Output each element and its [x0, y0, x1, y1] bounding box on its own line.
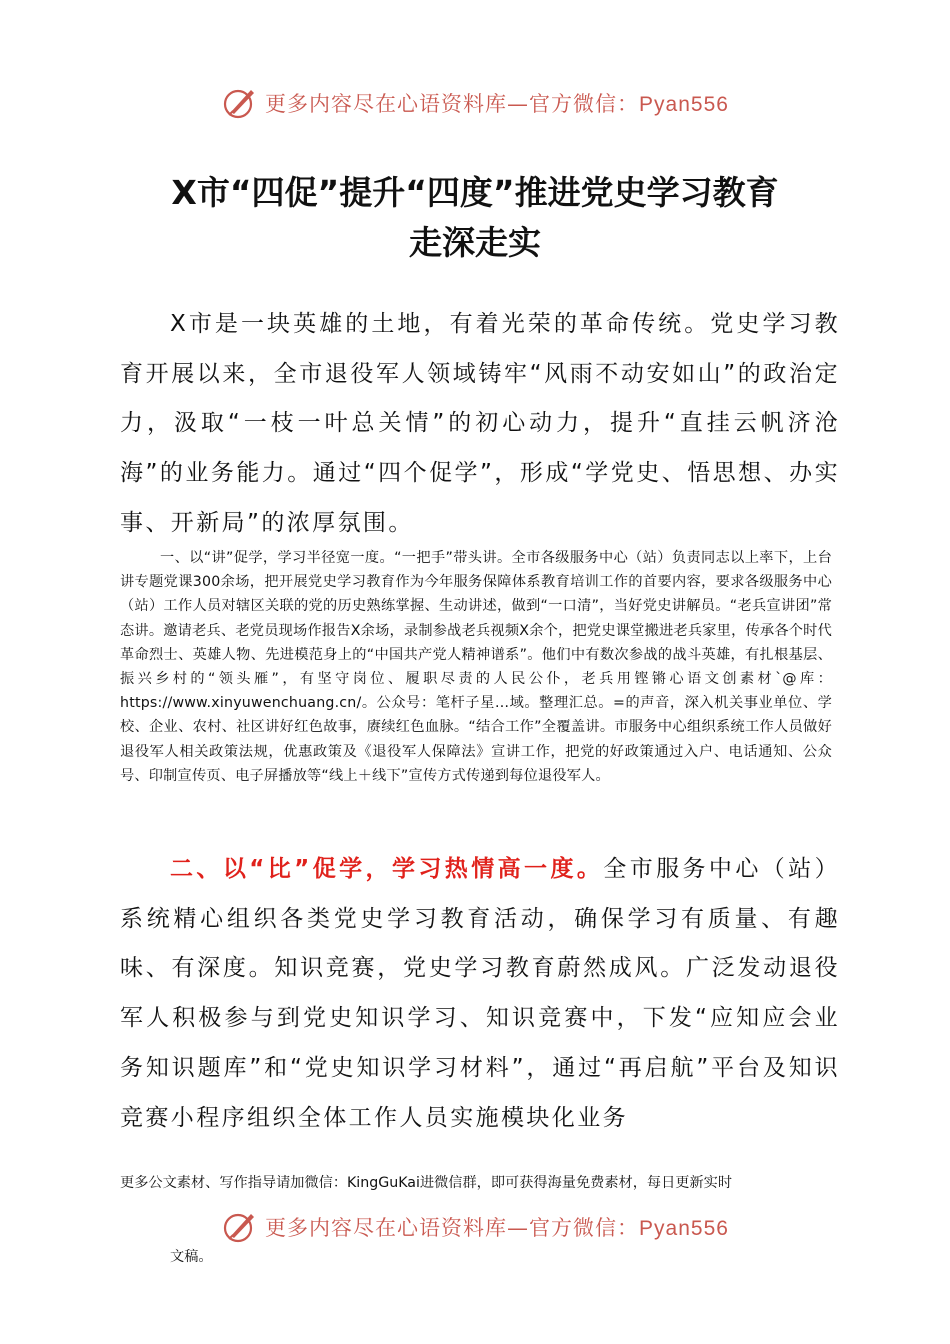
section-2-paragraph: [120, 845, 840, 1143]
quill-pen-logo-icon: [221, 84, 259, 122]
section-2-heading: 二、以“比”促学，学习热情高一度。: [170, 856, 604, 882]
quill-pen-logo-icon: [221, 1208, 259, 1246]
watermark-footer: [0, 1208, 950, 1246]
footer-note: 更多公文素材、写作指导请加微信：KingGuKai进微信群，即可获得海量免费素材，每日更新实时: [120, 1175, 733, 1191]
watermark-text: 更多内容尽在心语资料库—官方微信：Pyan556: [265, 92, 729, 116]
document-title: [60, 168, 890, 268]
watermark-text: 更多内容尽在心语资料库—官方微信：Pyan556: [265, 1216, 729, 1240]
section-2-body: 全市服务中心（站）系统精心组织各类党史学习教育活动，确保学习有质量、有趣味、有深度。知识竞赛，党史学习教育蔚然成风。广泛发动退役军人积极参与到党史知识学习、知识竞赛中，下发“应知应会业务知识题库”和“党史知识学习材料”，通过“再启航”平台及知识竞赛小程序组织全体工作人员实施模块化业务: [120, 856, 840, 1131]
title-line-2: 走深走实: [409, 223, 541, 262]
watermark-header: [0, 84, 950, 122]
section-1-paragraph: 一、以“讲”促学，学习半径宽一度。“一把手”带头讲。全市各级服务中心（站）负责同志以上率下，上台讲专题党课300余场，把开展党史学习教育作为今年服务保障体系教育培训工作的首要内容，要求各级服务中心（站）工作人员对辖区关联的党的历史熟练掌握、生动讲述，做到“一口清”，当好党史讲解员。“老兵宣讲团”常态讲。邀请老兵、老党员现场作报告X余场，录制参战老兵视频X余个，把党史课堂搬进老兵家里，传承各个时代革命烈士、英雄人物、先进模范身上的“中国共产党人精神谱系”。他们中有数次参战的战斗英雄，有扎根基层、振兴乡村的“领头雁”，有坚守岗位、履职尽责的人民公仆，老兵用铿锵心语文创素材`@库：https://www.xinyuwenchuang.cn/。公众号：笔杆子星…域。整理汇总。=的声音，深入机关事业单位、学校、企业、农村、社区讲好红色故事，赓续红色血脉。“结合工作”全覆盖讲。市服务中心组织系统工作人员做好退役军人相关政策法规，优惠政策及《退役军人保障法》宣讲工作，把党的好政策通过入户、电话通知、公众号、印制宣传页、电子屏播放等“线上＋线下”宣传方式传递到每位退役军人。: [120, 550, 832, 784]
footer-note-tail: 文稿。: [170, 1249, 213, 1265]
title-line-1: X市“四促”提升“四度”推进党史学习教育: [171, 173, 779, 212]
intro-paragraph: X市是一块英雄的土地，有着光荣的革命传统。党史学习教育开展以来，全市退役军人领域铸牢“风雨不动安如山”的政治定力，汲取“一枝一叶总关情”的初心动力，提升“直挂云帆济沧海”的业务能力。通过“四个促学”，形成“学党史、悟思想、办实事、开新局”的浓厚氛围。: [120, 311, 840, 536]
